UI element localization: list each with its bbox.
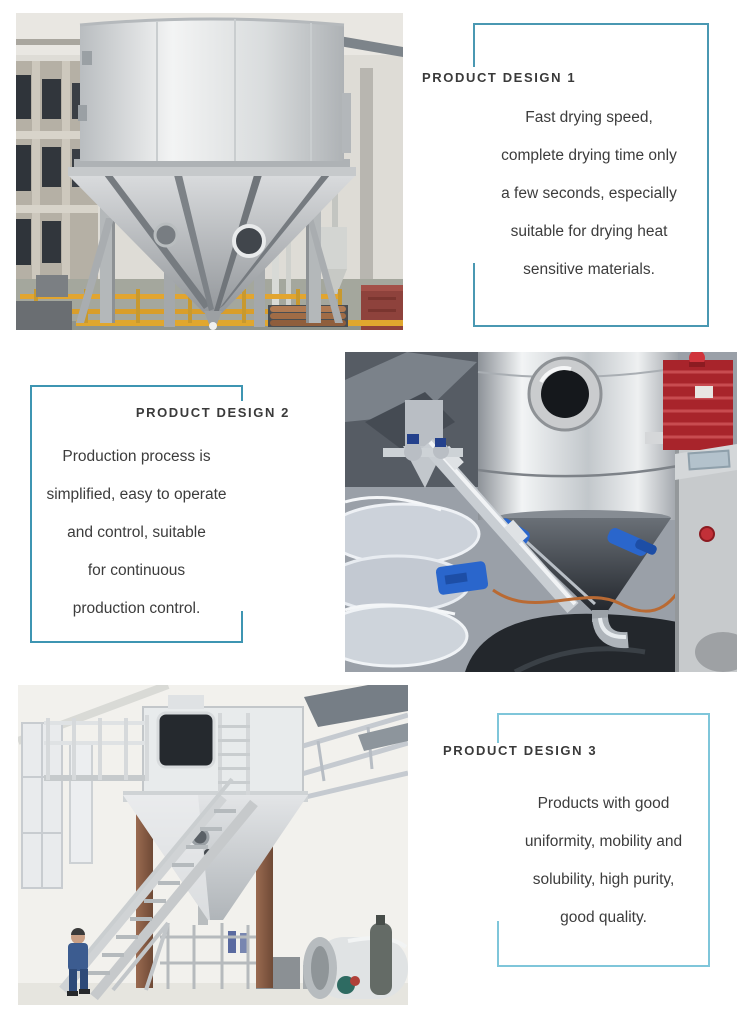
frame-right-stub xyxy=(241,385,243,401)
frame-top xyxy=(473,23,709,25)
factory-tall-dryer-illustration xyxy=(18,685,408,1005)
control-cabinet xyxy=(675,444,737,672)
section-2-heading: PRODUCT DESIGN 2 xyxy=(135,405,290,420)
section-1-heading: PRODUCT DESIGN 1 xyxy=(422,70,577,85)
text-line: Production process is xyxy=(62,448,211,465)
dryer-closeup-illustration xyxy=(345,352,737,672)
wrapped-sieves xyxy=(345,498,489,667)
text-line: Fast drying speed, xyxy=(525,109,653,126)
text-line: for continuous xyxy=(87,562,186,579)
section-2-text xyxy=(18,438,255,628)
text-line: uniformity, mobility and xyxy=(524,833,683,850)
factory-dryer-illustration xyxy=(16,13,403,330)
text-line: and control, suitable xyxy=(67,524,206,541)
frame-bottom xyxy=(497,965,710,967)
text-line: Products with good xyxy=(537,795,670,812)
product-photo-1 xyxy=(16,13,403,330)
frame-left-stub xyxy=(497,713,499,743)
text-line: suitable for drying heat xyxy=(510,223,668,240)
text-line: good quality. xyxy=(560,909,647,926)
dryer-cylinder xyxy=(68,19,356,176)
text-line: solubility, high purity, xyxy=(532,871,675,888)
text-line: simplified, easy to operate xyxy=(46,486,227,503)
frame-left-stub xyxy=(473,23,475,67)
text-line: production control. xyxy=(72,600,201,617)
text-line: sensitive materials. xyxy=(523,261,655,278)
section-3-heading: PRODUCT DESIGN 3 xyxy=(443,743,598,758)
frame-top xyxy=(497,713,710,715)
text-line: a few seconds, especially xyxy=(501,185,677,202)
text-line: complete drying time only xyxy=(501,147,677,164)
red-crates xyxy=(663,352,733,450)
section-3-text xyxy=(485,785,722,937)
frame-bottom xyxy=(473,325,709,327)
product-photo-2 xyxy=(345,352,737,672)
section-1-text xyxy=(461,99,717,289)
product-photo-3 xyxy=(18,685,408,1005)
frame-top xyxy=(30,385,243,387)
frame-bottom xyxy=(30,641,243,643)
